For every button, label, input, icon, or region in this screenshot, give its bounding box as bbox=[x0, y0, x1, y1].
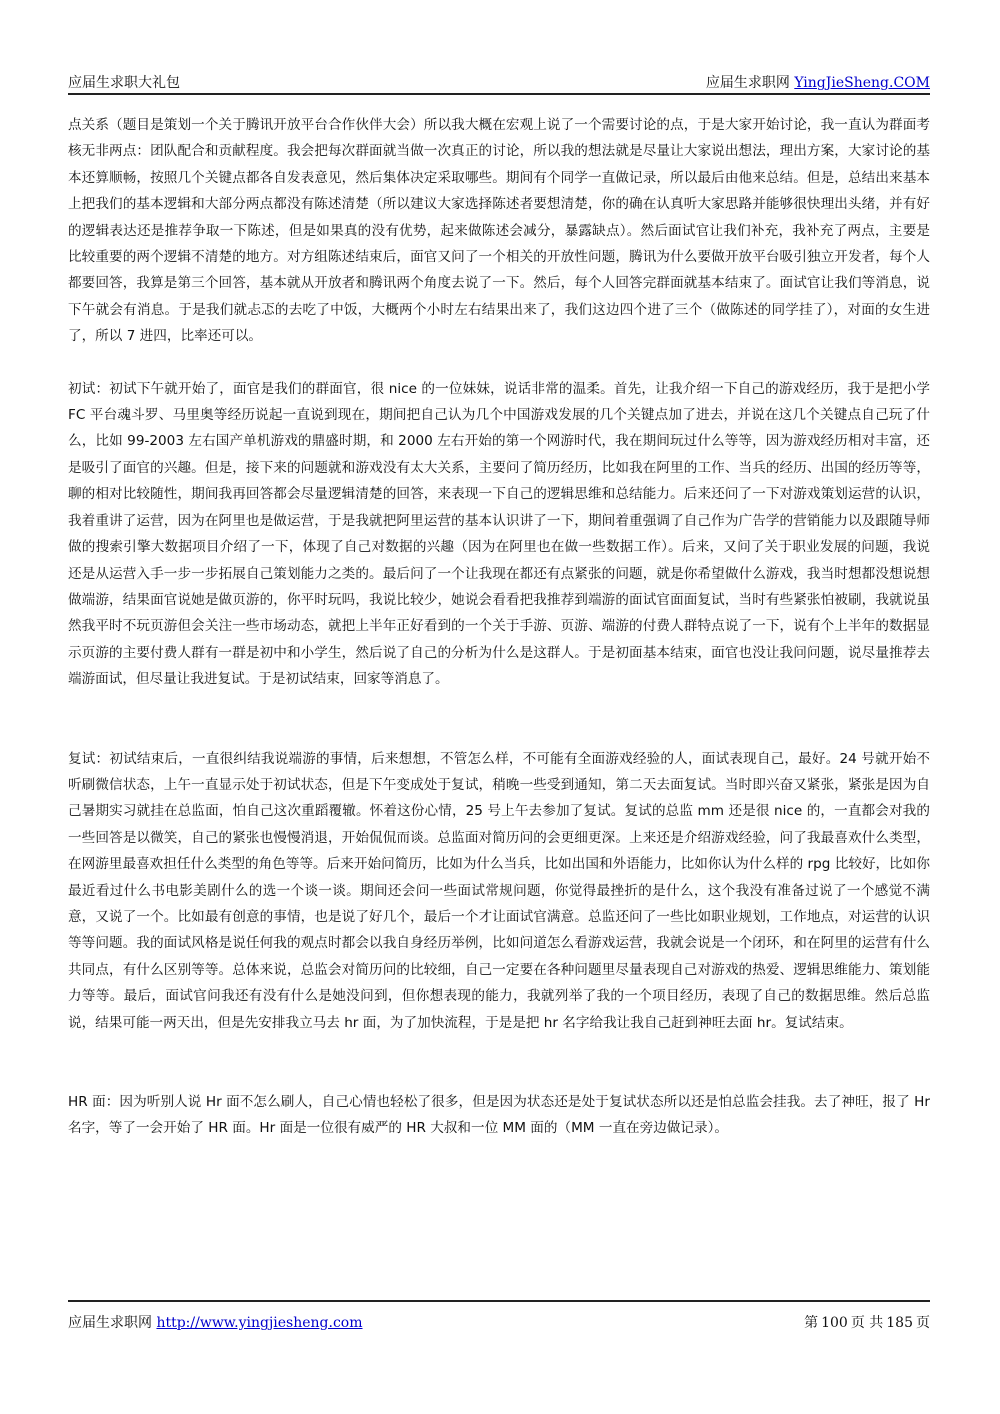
paragraph-second-interview: 复试：初试结束后，一直很纠结我说端游的事情，后来想想，不管怎么样，不可能有全面游戏经验的人，面试表现自己，最好。24 号就开始不听刷微信状态，上午一直显示处于初试状态，但是下午变成处于复试，稍晚一些受到通知，第二天去面复试。当时即兴奋又紧张，紧张是因为自己暑期实习就挂在总监面，怕自己这次重蹈覆辙。怀着这份心情，25 号上午去参加了复试。复试的总监 mm 还是很 nice 的，一直都会对我的一些回答是以微笑，自己的紧张也慢慢消退，开始侃侃而谈。总监面对简历问的会更细更深。上来还是介绍游戏经验，问了我最喜欢什么类型，在网游里最喜欢担任什么类型的角色等等。后来开始问简历，比如为什么当兵，比如出国和外语能力，比如你认为什么样的 rpg 比较好，比如你最近看过什么书电影美剧什么的选一个谈一谈。期间还会问一些面试常规问题，你觉得最挫折的是什么，这个我没有准备过说了一个感觉不满意，又说了一个。比如最有创意的事情，也是说了好几个，最后一个才让面试官满意。总监还问了一些比如职业规划，工作地点，对运营的认识等等问题。我的面试风格是说任何我的观点时都会以我自身经历举例，比如问道怎么看游戏运营，我就会说是一个闭环，和在阿里的运营有什么共同点，有什么区别等等。总体来说，总监会对简历问的比较细，自己一定要在各种问题里尽量表现自己对游戏的热爱、逻辑思维能力、策划能力等等。最后，面试官问我还有没有什么是她没问到，但你想表现的能力，我就列举了我的一个项目经历，表现了自己的数据思维。然后总监说，结果可能一两天出，但是先安排我立马去 hr 面，为了加快流程，于是是把 hr 名字给我让我自己赶到神旺去面 hr。复试结束。 bbox=[68, 750, 930, 1031]
footer-site-link[interactable]: http://www.yingjiesheng.com bbox=[156, 1315, 363, 1331]
footer-site bbox=[68, 1312, 363, 1332]
header-site-label: 应届生求职网 bbox=[705, 75, 790, 91]
page-prefix: 第 bbox=[804, 1315, 819, 1331]
page-header bbox=[68, 72, 930, 94]
paragraph-group-discussion: 点关系（题目是策划一个关于腾讯开放平台合作伙伴大会）所以我大概在宏观上说了一个需要讨论的点，于是大家开始讨论，我一直认为群面考核无非两点：团队配合和贡献程度。我会把每次群面就当做一次真正的讨论，所以我的想法就是尽量让大家说出想法，理出方案，大家讨论的基本还算顺畅，按照几个关键点都各自发表意见，然后集体决定采取哪些。期间有个同学一直做记录，所以最后由他来总结。但是，总结出来基本上把我们的基本逻辑和大部分两点都没有陈述清楚（所以建议大家选择陈述者要想清楚，你的确在认真听大家思路并能够很快理出头绪，并有好的逻辑表达还是推荐争取一下陈述，但是如果真的没有优势，起来做陈述会减分，暴露缺点）。然后面试官让我们补充，我补充了两点，主要是比较重要的两个逻辑不清楚的地方。对方组陈述结束后，面官又问了一个相关的开放性问题，腾讯为什么要做开放平台吸引独立开发者，每个人都要回答，我算是第三个回答，基本就从开放者和腾讯两个角度去说了一下。然后，每个人回答完群面就基本结束了。面试官让我们等消息，说下午就会有消息。于是我们就忐忑的去吃了中饭，大概两个小时左右结果出来了，我们这边四个进了三个（做陈述的同学挂了），对面的女生进了，所以 7 进四，比率还可以。 bbox=[68, 117, 930, 345]
page-number-indicator bbox=[801, 1312, 930, 1332]
header-site-link[interactable]: YingJieSheng.COM bbox=[794, 75, 930, 91]
paragraph-hr-interview: HR 面：因为听别人说 Hr 面不怎么刷人，自己心情也轻松了很多，但是因为状态还是处于复试状态所以还是怕总监会挂我。去了神旺，报了 Hr 名字，等了一会开始了 HR 面。Hr 面是一位很有威严的 HR 大叔和一位 MM 面的（MM 一直在旁边做记录）。 bbox=[68, 1094, 930, 1137]
page-number: 100 bbox=[821, 1315, 848, 1331]
footer-divider bbox=[68, 1300, 930, 1302]
footer-site-label: 应届生求职网 bbox=[68, 1315, 152, 1331]
page-footer bbox=[68, 1312, 930, 1334]
header-title: 应届生求职大礼包 bbox=[68, 75, 180, 91]
header-divider bbox=[68, 93, 930, 95]
document-body bbox=[68, 112, 930, 1142]
header-site bbox=[706, 72, 930, 92]
page-mid: 页 共 bbox=[850, 1315, 884, 1331]
paragraph-first-interview: 初试：初试下午就开始了，面官是我们的群面官，很 nice 的一位妹妹，说话非常的温柔。首先，让我介绍一下自己的游戏经历，我于是把小学 FC 平台魂斗罗、马里奥等经历说起一直说到现在，期间把自己认为几个中国游戏发展的几个关键点加了进去，并说在这几个关键点自己玩了什么，比如 99-2003 左右国产单机游戏的鼎盛时期，和 2000 左右开始的第一个网游时代，我在期间玩过什么等等，因为游戏经历相对丰富，还是吸引了面官的兴趣。但是，接下来的问题就和游戏没有太大关系，主要问了简历经历，比如我在阿里的工作、当兵的经历、出国的经历等等，聊的相对比较随性，期间我再回答都会尽量逻辑清楚的回答，来表现一下自己的逻辑思维和总结能力。后来还问了一下对游戏策划运营的认识，我着重讲了运营，因为在阿里也是做运营，于是我就把阿里运营的基本认识讲了一下，期间着重强调了自己作为广告学的营销能力以及跟随导师做的搜索引擎大数据项目介绍了一下，体现了自己对数据的兴趣（因为在阿里也在做一些数据工作）。后来，又问了关于职业发展的问题，我说还是从运营入手一步一步拓展自己策划能力之类的。最后问了一个让我现在都还有点紧张的问题，就是你希望做什么游戏，我当时想都没想说想做端游，结果面官说她是做页游的，你平时玩吗，我说比较少，她说会看看把我推荐到端游的面试官面面复试，当时有些紧张怕被刷，我就说虽然我平时不玩页游但会关注一些市场动态，就把上半年正好看到的一个关于手游、页游、端游的付费人群特点说了一下，说有个上半年的数据显示页游的主要付费人群有一群是初中和小学生，然后说了自己的分析为什么是这群人。于是初面基本结束，面官也没让我问问题，说尽量推荐去端游面试，但尽量让我进复试。于是初试结束，回家等消息了。 bbox=[68, 380, 930, 688]
page-suffix: 页 bbox=[916, 1315, 930, 1331]
page-total: 185 bbox=[886, 1315, 913, 1331]
